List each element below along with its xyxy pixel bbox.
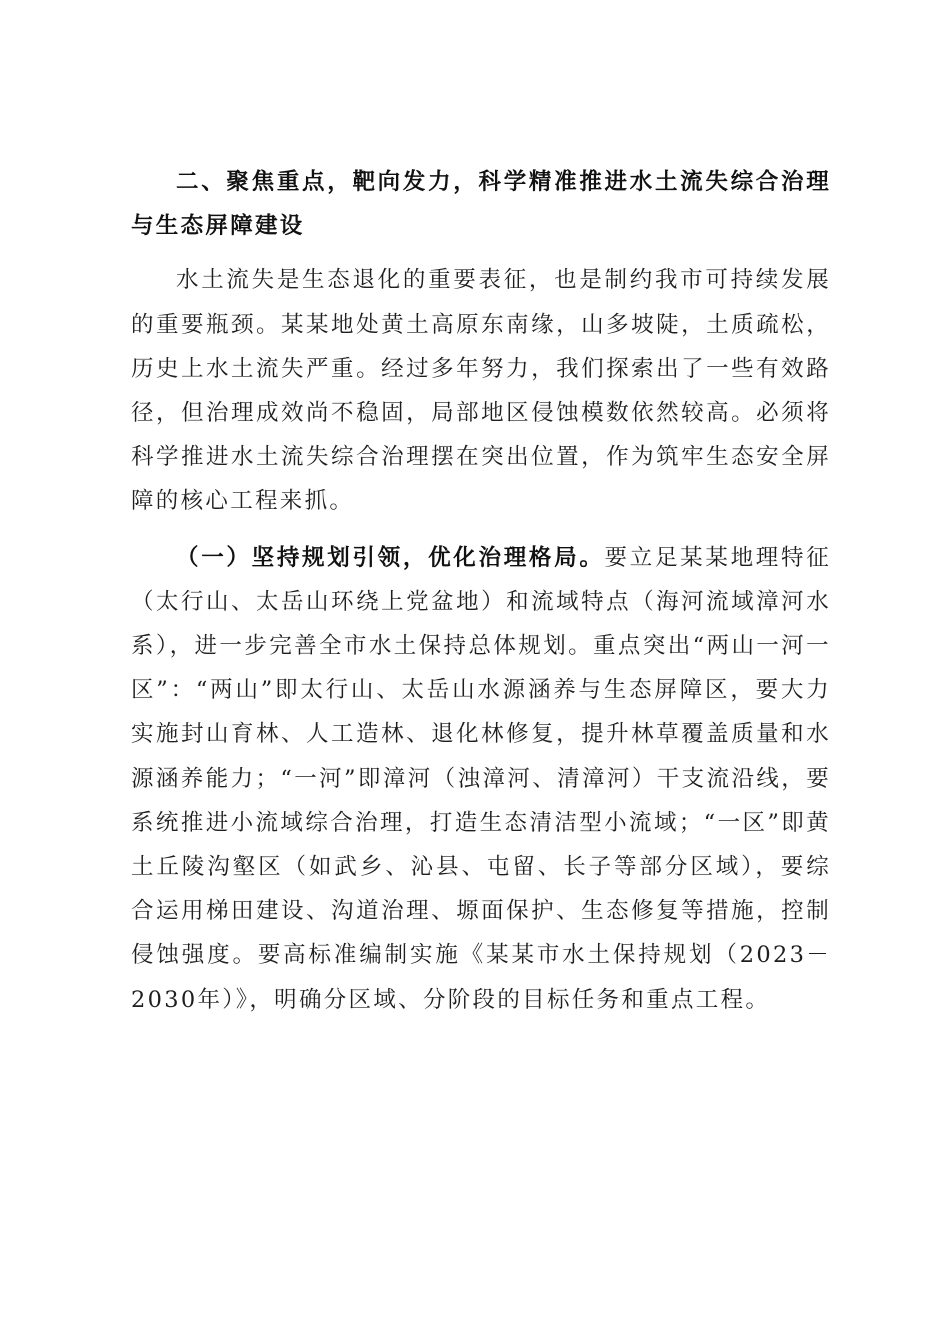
subsection-heading: （一）坚持规划引领，优化治理格局。 bbox=[176, 544, 605, 571]
subsection-body: 要立足某某地理特征（太行山、太岳山环绕上党盆地）和流域特点（海河流域漳河水系），进一步完善全市水土保持总体规划。重点突出“两山一河一区”：“两山”即太行山、太岳山水源涵养与生态屏障区，要大力实施封山育林、人工造林、退化林修复，提升林草覆盖质量和水源涵养能力；“一河”即漳河（浊漳河、清漳河）干支流沿线，要系统推进小流域综合治理，打造生态清洁型小流域；“一区”即黄土丘陵沟壑区（如武乡、沁县、屯留、长子等部分区域），要综合运用梯田建设、沟道治理、塬面保护、生态修复等措施，控制侵蚀强度。要高标准编制实施《某某市水土保持规划（2023－2030年）》，明确分区域、分阶段的目标任务和重点工程。 bbox=[131, 544, 831, 1013]
section-heading: 二、聚焦重点，靶向发力，科学精准推进水土流失综合治理与生态屏障建设 bbox=[131, 169, 831, 240]
paragraph-subsection-1 bbox=[131, 536, 831, 1022]
document-body bbox=[131, 160, 831, 1022]
paragraph-intro: 水土流失是生态退化的重要表征，也是制约我市可持续发展的重要瓶颈。某某地处黄土高原东南缘，山多坡陡，土质疏松，历史上水土流失严重。经过多年努力，我们探索出了一些有效路径，但治理成效尚不稳固，局部地区侵蚀模数依然较高。必须将科学推进水土流失综合治理摆在突出位置，作为筑牢生态安全屏障的核心工程来抓。 bbox=[131, 267, 831, 515]
